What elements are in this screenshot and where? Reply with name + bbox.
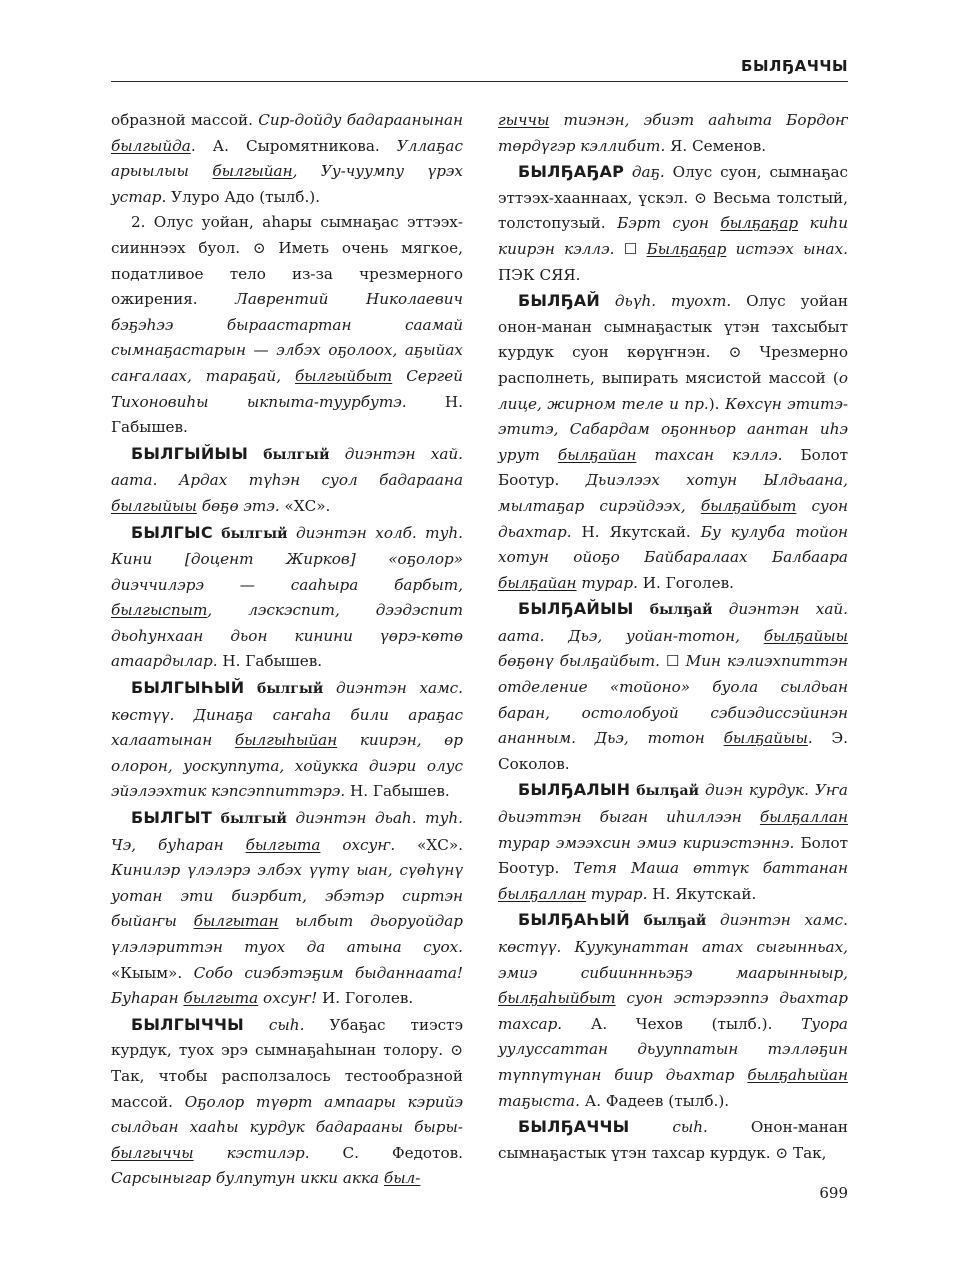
source-word: былгый — [257, 681, 324, 698]
example-headword: былгыйан — [212, 162, 293, 181]
text-run: киирэн, өр олорон, уоскуппута, хойукка диэри олус эйэлээхтик кэпсэппиттэрэ. — [111, 731, 464, 801]
text-run: о лице, жирном теле и пр. — [498, 368, 848, 413]
text-run: Бэрт суон — [617, 214, 721, 233]
source-word: былҕай — [649, 602, 713, 619]
example-headword: былҕаһыйбыт — [498, 989, 616, 1008]
example-headword: былҕаҕар — [720, 214, 799, 233]
example-headword: был- — [383, 1169, 421, 1188]
text-run — [629, 1118, 672, 1136]
text-run — [600, 292, 615, 310]
example-headword: былҕайан — [498, 573, 577, 592]
dictionary-paragraph — [498, 596, 848, 777]
text-run: Н. Габышев. — [345, 782, 450, 801]
dictionary-paragraph — [498, 108, 848, 159]
example-headword: былгыспыт — [111, 601, 208, 620]
headword: БЫЛҔАЧЧЫ — [518, 1117, 630, 1137]
text-run — [634, 600, 650, 618]
text-run: охсуҥ. — [320, 835, 396, 854]
headword: БЫЛҔАЙ — [518, 291, 600, 311]
text-run: сыһ. — [672, 1118, 708, 1137]
text-run: тиэнэн, эбиэт ааһыта Бордоҥ төрдүгэр кэллибит. — [498, 111, 848, 155]
text-run: диэнтэн хамс. көстүү. Куукунаттан атах сыгынньах, эмиэ сибииннньэҕэ маарынныыр, — [498, 911, 848, 982]
headword: БЫЛҔАЛЫН — [518, 780, 631, 800]
text-run — [630, 911, 644, 929]
text-run: 2. Олус уойан, аһары сымнаҕас эттээх-сииннээх буол. ⊙ Иметь очень мягкое, податливое тело из-за чрезмерного ожирения. — [111, 213, 463, 309]
text-run: Лаврентий Николаевич бэҕэһээ быраастартан саамай сымнаҕастарын — элбэх оҕолоох, аҕыйах саҥалаах, тараҕай, — [111, 290, 463, 385]
text-run: турар. — [576, 573, 638, 592]
text-run: Олус уойан онон-манан сымнаҕастык үтэн тахсыбыт курдук суон көрүҥнэн. ⊙ Чрезмерно располнеть, выпирать мясистой массой ( — [498, 292, 849, 387]
text-run: Собо сиэбэтэҕим быданнаата! Буһаран — [111, 963, 463, 1008]
text-run: Болот Боотур. — [498, 445, 848, 490]
example-headword: Былҕаҕар — [646, 239, 727, 258]
text-run: Улуро Адо (тылб.). — [166, 187, 321, 206]
dictionary-paragraph — [498, 288, 848, 596]
text-run — [244, 1016, 269, 1034]
dictionary-paragraph — [111, 1012, 463, 1192]
text-run: ☐ — [614, 239, 647, 258]
headword: БЫЛҔАҺЫЙ — [518, 910, 630, 930]
text-run: дьүһ. туохт. — [614, 292, 732, 311]
text-run: ☐ — [659, 652, 686, 671]
example-headword: былҕаллан — [498, 884, 587, 903]
example-headword: былҕайыы — [763, 626, 848, 645]
headword: БЫЛГЫЧЧЫ — [131, 1014, 244, 1034]
text-run: Онон-манан сымнаҕастык үтэн тахсар курдук. ⊙ Так, — [498, 1118, 848, 1162]
text-run: Уу-чуумпу үрэх устар. — [111, 162, 463, 206]
text-run: И. Гоголев. — [637, 573, 734, 592]
text-run: , — [292, 162, 321, 181]
text-run: Оҕолор түөрт ампаары кэрийэ сылдьан хааһы курдук бадарааны быры- — [111, 1092, 463, 1137]
text-run: Сир-дойду бадараанынан — [258, 111, 464, 129]
dictionary-paragraph — [111, 805, 463, 1012]
text-run: образной массой. — [111, 111, 259, 129]
example-headword: былгыта — [183, 989, 259, 1008]
headword: БЫЛҔАЙЫЫ — [518, 599, 634, 619]
text-run: Мин кэлиэхпиттэн отделение «тойоно» буола сылдьан баран, остолобуой сэбиэдиссэйинэн ананным. Дьэ, тотон — [498, 652, 848, 748]
dictionary-paragraph — [111, 210, 463, 440]
text-run: Олус суон, сымнаҕас эттээх-хааннаах, үскэл. ⊙ Весьма толстый, толстопузый. — [498, 163, 849, 233]
running-header — [111, 55, 848, 82]
example-headword: гыччы — [498, 111, 550, 129]
text-run: . А. Сыромятникова. — [190, 136, 397, 155]
text-run: суон эстэрээппэ дьахтар тахсар. — [498, 989, 848, 1033]
text-run: Сергей Тихоновиһы ыкпыта-туурбутэ. — [111, 366, 463, 411]
text-run: Дьиэлээх хотун Ылдьаана, мылтаҕар сирэйдээх, — [498, 471, 848, 515]
text-run: сыһ. — [268, 1015, 305, 1034]
text-run: тахсан кэллэ. — [636, 445, 783, 464]
text-run: «Кыым». — [111, 963, 194, 982]
text-run: диэнтэн холб. туһ. Кини [доцент Жирков] «оҕолор» диэччилэрэ — сааһыра барбыт, — [111, 523, 464, 594]
text-run — [244, 679, 257, 697]
text-run: истээх ынах. — [726, 239, 848, 258]
text-run: охсуҥ! — [258, 989, 318, 1008]
dictionary-paragraph — [498, 777, 848, 907]
text-run: ылбыт дьоруойдар үлэлэриттэн туох да атына суох. — [111, 912, 463, 956]
text-run: диэнтэн хамс. көстүү. Динаҕа саҥаһа били араҕас халаатынан — [111, 679, 464, 750]
dictionary-paragraph — [111, 520, 463, 676]
source-word: былгый — [263, 446, 330, 463]
text-run: диэнтэн хай. аата. Дьэ, уойан-тотон, — [498, 600, 849, 645]
example-headword: былҕайыы — [723, 729, 808, 748]
dictionary-paragraph — [498, 1114, 848, 1166]
headword: БЫЛГЫҺЫЙ — [131, 678, 245, 698]
text-run — [624, 163, 632, 181]
example-headword: былгыйбыт — [295, 366, 393, 385]
text-run: Уллаҕас арыылыы — [111, 136, 463, 181]
text-run: турар эмээхсин эмиэ кириэстэннэ. — [498, 833, 795, 852]
text-run: А. Чехов (тылб.). — [562, 1014, 802, 1033]
text-run: , лэскэспит, дээдэспит дьоһунхаан дьон кинини үөрэ-көтө атаардылар. — [111, 601, 463, 671]
text-run: даҕ. — [631, 163, 665, 182]
text-run: Кинилэр үлэлэрэ элбэх үүтү ыан, сүөһүнү уотан эти биэрбит, эбэтэр сиртэн быйаҥы — [111, 861, 463, 931]
text-run — [248, 445, 263, 463]
example-headword: былгытан — [193, 912, 279, 931]
example-headword: былҕайан — [557, 445, 637, 464]
right-column — [498, 108, 848, 1166]
text-run: ПЭК СЯЯ. — [498, 265, 581, 284]
example-headword: былҕаллан — [759, 808, 848, 827]
dictionary-paragraph — [498, 907, 848, 1114]
text-run: ). — [708, 394, 726, 413]
text-run: диэнтэн дьаһ. туһ. Чэ, буһаран — [111, 809, 463, 854]
text-run: диэн курдук. Уҥа дьиэттэн быган иһиллээн — [498, 781, 848, 827]
source-word: былҕай — [636, 783, 699, 800]
text-run: . Э. Соколов. — [498, 729, 849, 773]
source-word: былгый — [220, 811, 287, 828]
example-headword: былҕайбыт — [700, 496, 797, 515]
headword: БЫЛГЫЙЫЫ — [131, 443, 248, 463]
dictionary-paragraph — [111, 108, 463, 210]
text-run: Н. Якутскай. — [647, 884, 757, 903]
running-header-title: БЫЛҔАЧЧЫ — [741, 57, 848, 75]
text-run: бөҕө этэ. — [196, 496, 280, 515]
text-run — [213, 524, 221, 542]
text-run: кэстилэр. — [193, 1143, 310, 1162]
text-run: Көхсүн этитэ-этитэ, Сабардам оҕонньор аантан иһэ урут — [498, 394, 848, 464]
text-run: турар. — [586, 884, 648, 903]
page-number: 699 — [819, 1184, 848, 1202]
text-run: суон дьахтар. — [498, 496, 849, 541]
text-run: А. Фадеев (тылб.). — [579, 1091, 730, 1110]
text-run: И. Гоголев. — [317, 989, 414, 1008]
source-word: былҕай — [643, 913, 707, 930]
text-run: диэнтэн хай. аата. Ардах түһэн суол бадараана — [111, 444, 463, 490]
example-headword: былгыччы — [111, 1143, 194, 1162]
text-run — [212, 809, 221, 827]
text-run: «ХС». — [395, 835, 463, 854]
text-run: Н. Якутскай. — [571, 522, 701, 541]
text-run: киһи киирэн кэллэ. — [498, 214, 848, 258]
example-headword: былгыйыы — [111, 496, 197, 515]
dictionary-paragraph — [498, 159, 848, 288]
text-run: Н. Габышев. — [217, 652, 323, 671]
example-headword: былҕаһыйан — [747, 1065, 848, 1084]
text-run: Н. Габышев. — [111, 392, 464, 437]
text-run: Туора уулуссаттан дьууппатын тэлләҕин түппүтүнан биир дьахтар — [498, 1014, 848, 1084]
example-headword: былгыта — [245, 835, 321, 854]
text-run: таҕыста. — [498, 1091, 580, 1110]
text-run: Сарсыныгар булпутун икки акка — [111, 1169, 384, 1188]
text-run: С. Федотов. — [309, 1143, 463, 1162]
example-headword: былгыйда — [111, 136, 191, 155]
source-word: былгый — [221, 525, 288, 542]
headword: БЫЛҔАҔАР — [518, 162, 625, 182]
text-run: Я. Семенов. — [665, 136, 767, 155]
text-run: Убаҕас тиэстэ курдук, туох эрэ сымнаҕаһынан толору. ⊙ Так, чтобы расползалось тестообразной массой. — [111, 1015, 464, 1111]
example-headword: былгыһыйан — [234, 731, 338, 750]
text-run: Бу кулуба тойон хотун ойоҕо Байбаралаах Балбаара — [498, 522, 848, 567]
headword: БЫЛГЫС — [131, 522, 213, 542]
text-run: «ХС». — [279, 496, 331, 515]
dictionary-paragraph — [111, 441, 463, 520]
text-run: Болот Боотур. — [498, 833, 848, 878]
left-column — [111, 108, 463, 1192]
headword: БЫЛГЫТ — [131, 808, 212, 828]
text-run: Тетя Маша өттүк баттанан — [573, 859, 848, 878]
dictionary-paragraph — [111, 675, 463, 805]
text-run: бөҕөнү былҕайбыт. — [498, 652, 660, 671]
